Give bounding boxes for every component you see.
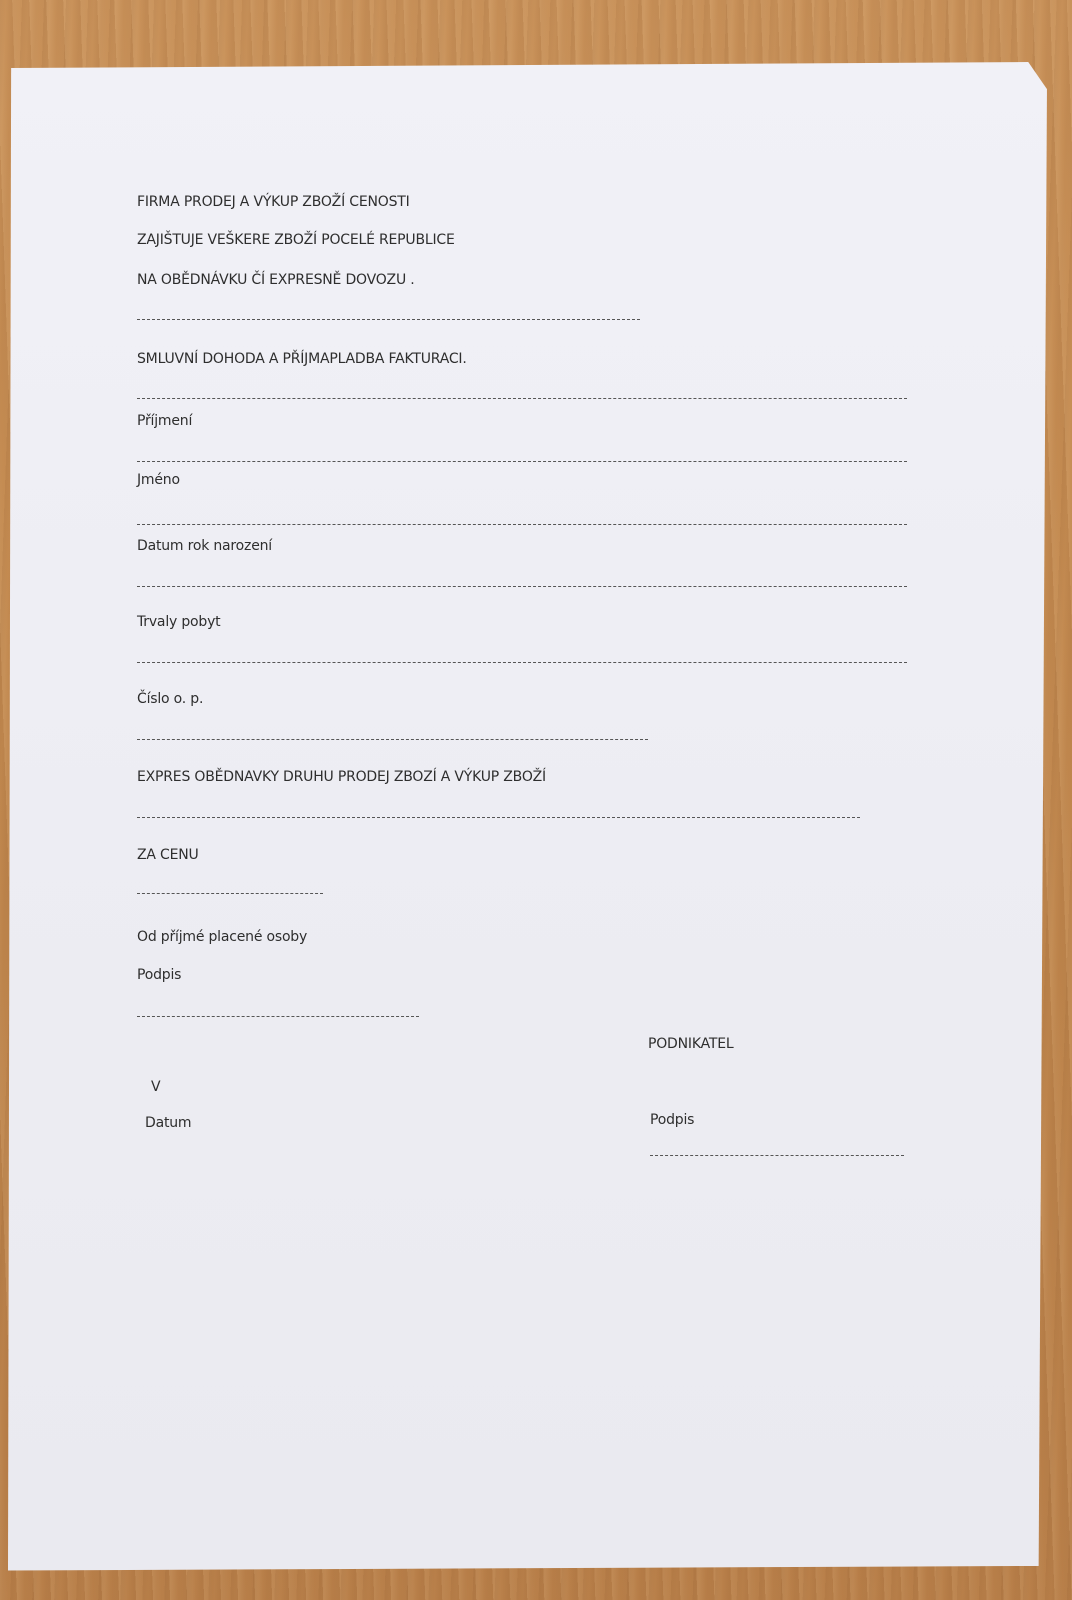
agreement-title: SMLUVNÍ DOHODA A PŘÍJMAPLADBA FAKTURACI. [137, 351, 467, 367]
signature-right-line [650, 1155, 904, 1156]
entrepreneur-label: PODNIKATEL [648, 1036, 734, 1052]
signature-left-label: Podpis [137, 967, 182, 983]
separator-header [137, 319, 640, 320]
field-residence-line [137, 662, 907, 663]
header-line-2: ZAJIŠTUJE VEŠKERE ZBOŽÍ POCELÉ REPUBLICE [137, 232, 455, 248]
field-name-label: Jméno [137, 472, 180, 488]
payer-label: Od příjmé placené osoby [137, 929, 308, 945]
order-type-line [137, 817, 860, 818]
price-line [137, 893, 323, 894]
field-id-number-label: Číslo o. p. [137, 691, 204, 707]
place-label: V [151, 1079, 161, 1095]
separator-agreement [137, 398, 907, 399]
signature-left-line [137, 1016, 419, 1017]
field-id-number-line [137, 739, 648, 740]
field-residence-label: Trvaly pobyt [137, 614, 221, 630]
header-line-1: FIRMA PRODEJ A VÝKUP ZBOŽÍ CENOSTI [137, 194, 410, 210]
field-birth-date-line [137, 586, 907, 587]
signature-right-label: Podpis [650, 1112, 695, 1128]
price-label: ZA CENU [137, 847, 199, 863]
header-line-3: NA OBĚDNÁVKU ČÍ EXPRESNĚ DOVOZU . [137, 272, 415, 288]
field-surname-label: Příjmení [137, 413, 193, 429]
date-label: Datum [145, 1115, 192, 1131]
field-name-line [137, 524, 907, 525]
field-birth-date-label: Datum rok narození [137, 538, 272, 554]
field-surname-line [137, 461, 907, 462]
order-type-label: EXPRES OBĚDNAVKY DRUHU PRODEJ ZBOZÍ A VÝKUP ZBOŽÍ [137, 769, 546, 785]
